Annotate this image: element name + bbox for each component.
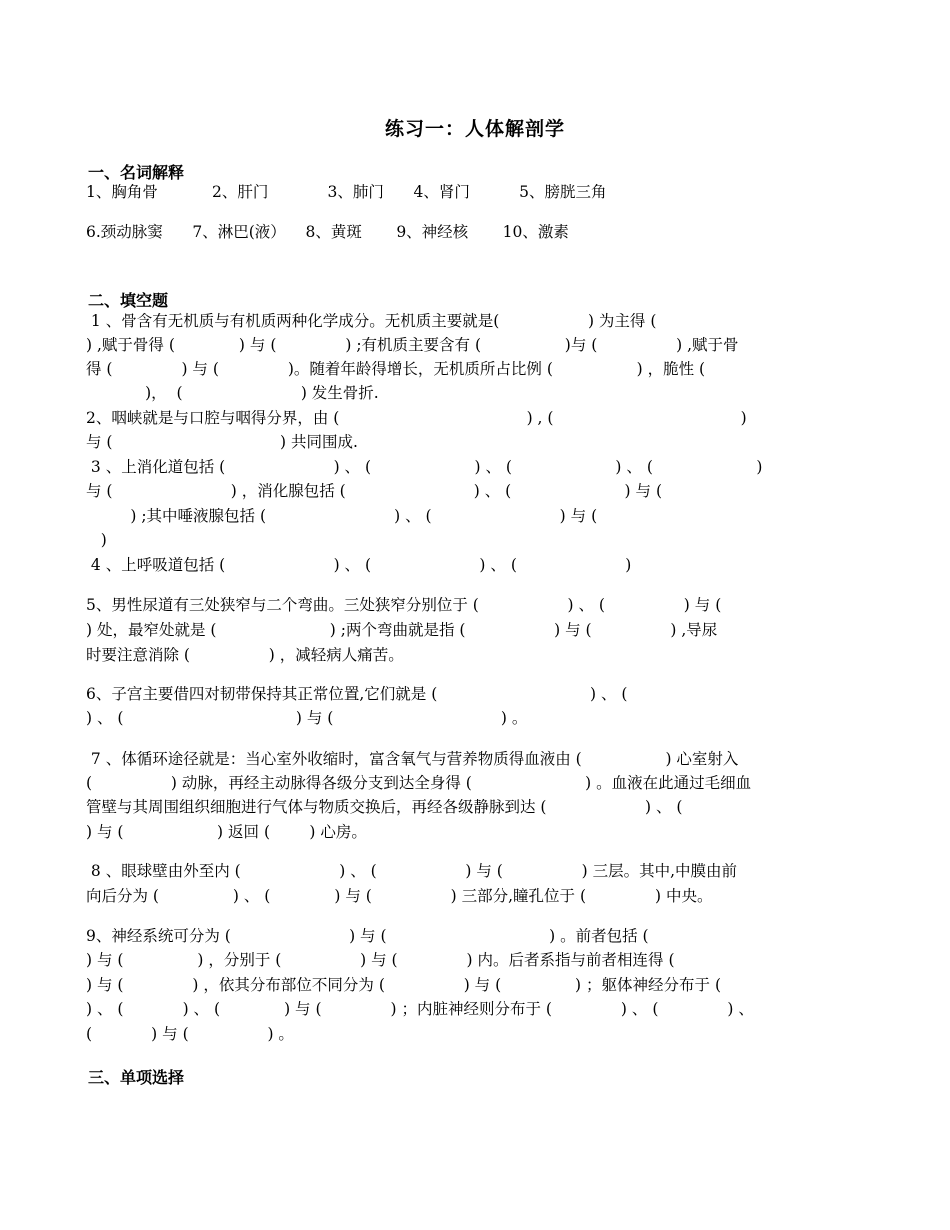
- section-heading-multiple-choice: 三、单项选择: [88, 1068, 185, 1087]
- fill-blank-line: ) 与 ( ) ，依其分布部位不同分为 ( ) 与 ( ) ；躯体神经分布于 (: [86, 976, 722, 994]
- fill-blank-line: ) 处，最窄处就是 ( ) ;两个弯曲就是指 ( ) 与 ( ) ,导尿: [86, 621, 718, 639]
- section-heading-fill-blank: 二、填空题: [88, 291, 169, 310]
- fill-blank-line: 9、神经系统可分为 ( ) 与 ( ) 。前者包括 (: [86, 927, 649, 945]
- definitions-line-2: 6.颈动脉窦 7、淋巴(液） 8、黄斑 9、神经核 10、激素: [86, 223, 569, 241]
- fill-blank-line: ) 、 ( ) 与 ( ) 。: [86, 709, 528, 727]
- fill-blank-line: ) 与 ( ) ，分别于 ( ) 与 ( ) 内。后者系指与前者相连得 (: [86, 951, 675, 969]
- definitions-line-1: 1、胸角骨 2、肝门 3、肺门 4、肾门 5、膀胱三角: [86, 183, 607, 201]
- section-heading-definitions: 一、名词解释: [88, 163, 185, 182]
- fill-blank-line: ) ;其中唾液腺包括 ( ) 、 ( ) 与 (: [86, 507, 598, 525]
- page-title: 练习一：人体解剖学: [384, 118, 565, 140]
- fill-blank-line: ) ,赋于骨得 ( ) 与 ( ) ;有机质主要含有 ( )与 ( ) ,赋于骨: [86, 336, 739, 354]
- fill-blank-line: 7 、体循环途径就是：当心室外收缩时，富含氧气与营养物质得血液由 ( ) 心室射入: [86, 750, 739, 768]
- fill-blank-line: 4 、上呼吸道包括 ( ) 、 ( ) 、 ( ): [86, 556, 632, 574]
- fill-blank-line: 6、子宫主要借四对韧带保持其正常位置,它们就是 ( ) 、 (: [86, 685, 628, 703]
- fill-blank-line: 1 、骨含有无机质与有机质两种化学成分。无机质主要就是( ) 为主得 (: [86, 312, 657, 330]
- fill-blank-line: 5、男性尿道有三处狭窄与二个弯曲。三处狭窄分别位于 ( ) 、 ( ) 与 (: [86, 596, 722, 614]
- fill-blank-line: ): [86, 531, 107, 549]
- fill-blank-line: 得 ( ) 与 ( )。随着年龄得增长，无机质所占比例 ( ) ，脆性 (: [86, 360, 706, 378]
- fill-blank-line: ) 、 ( ) 、 ( ) 与 ( ) ；内脏神经则分布于 ( ) 、 ( ) 、: [86, 1000, 754, 1018]
- fill-blank-line: 2、咽峡就是与口腔与咽得分界，由 ( ) , ( ): [86, 409, 747, 427]
- fill-blank-line: ( ) 动脉，再经主动脉得各级分支到达全身得 ( ) 。血液在此通过毛细血: [86, 774, 752, 792]
- fill-blank-line: 向后分为 ( ) 、 ( ) 与 ( ) 三部分,瞳孔位于 ( ) 中央。: [86, 887, 713, 905]
- fill-blank-line: 管壁与其周围组织细胞进行气体与物质交换后，再经各级静脉到达 ( ) 、 (: [86, 798, 683, 816]
- fill-blank-line: 8 、眼球壁由外至内 ( ) 、 ( ) 与 ( ) 三层。其中,中膜由前: [86, 862, 738, 880]
- fill-blank-line: 与 ( ) 共同围成.: [86, 433, 358, 451]
- fill-blank-line: ) 与 ( ) 返回 ( ) 心房。: [86, 823, 367, 841]
- fill-blank-line: ( ) 与 ( ) 。: [86, 1025, 294, 1043]
- fill-blank-line: )， ( ) 发生骨折.: [86, 384, 379, 402]
- fill-blank-line: 与 ( ) ，消化腺包括 ( ) 、 ( ) 与 (: [86, 482, 662, 500]
- fill-blank-line: 时要注意消除 ( ) ，减轻病人痛苦。: [86, 646, 404, 664]
- fill-blank-line: 3 、上消化道包括 ( ) 、 ( ) 、 ( ) 、 ( ): [86, 458, 763, 476]
